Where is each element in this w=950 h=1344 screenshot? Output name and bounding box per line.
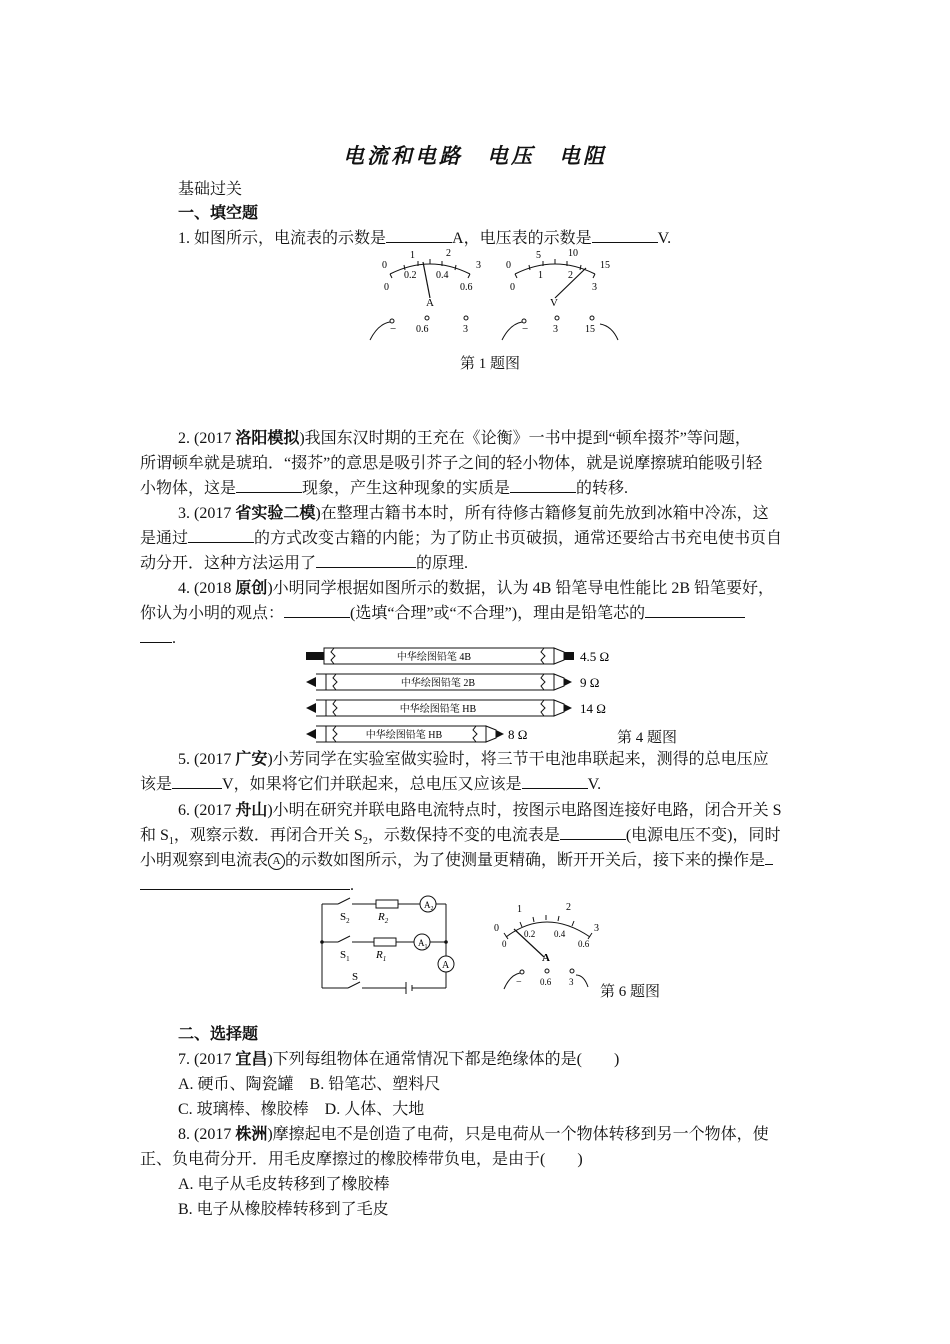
- am-top-0: 0: [382, 260, 387, 271]
- q8-line2: 正、负电荷分开．用毛皮摩擦过的橡胶棒带负电，是由于( ): [140, 1151, 583, 1168]
- pencil-hb-long-label: 中华绘图铅笔 HB: [399, 704, 477, 715]
- q6-sub-s1: 1: [168, 836, 174, 848]
- am-bot-3: 0.6: [460, 282, 473, 293]
- page-title: 电流和电路 电压 电阻: [343, 144, 607, 168]
- q2-blank-1[interactable]: [236, 476, 302, 493]
- pencil-4b: [306, 648, 609, 664]
- q6m-top-3: 3: [594, 923, 599, 934]
- am-bot-0: 0: [384, 282, 389, 293]
- q3-line1: [178, 501, 850, 527]
- q6-line2-c: ，示数保持不变的电流表是: [367, 827, 560, 844]
- q5-line1: [178, 747, 850, 773]
- circuit-s-label: S: [352, 971, 359, 983]
- q2-line1: [178, 426, 850, 452]
- q3-num: 3. (2017: [178, 505, 236, 522]
- q7-source: 宜昌: [235, 1051, 268, 1068]
- q7-line1-text: )下列每组物体在通常情况下都是绝缘体的是( ): [267, 1051, 620, 1068]
- q8-source: 株洲: [235, 1126, 268, 1143]
- vm-letter: V: [550, 297, 558, 309]
- q1-text-a: 1. 如图所示，电流表的示数是: [178, 230, 387, 247]
- am-bot-1: 0.2: [404, 270, 417, 281]
- q6-caption: 第 6 题图: [600, 984, 661, 1000]
- q6m-term-3: 3: [569, 977, 574, 987]
- q6m-bot-1: 0.2: [524, 929, 536, 939]
- q4-line1: [178, 576, 850, 602]
- q6-line4: [140, 873, 812, 899]
- q6m-bot-2: 0.4: [554, 929, 566, 939]
- q4-line2-b: (选填“合理”或“不合理”)，理由是铅笔芯的: [350, 605, 646, 622]
- q2-line3-b: 现象，产生这种现象的实质是: [302, 480, 511, 497]
- q1-text-c: V.: [657, 230, 672, 247]
- q5-line2-c: V.: [587, 776, 602, 793]
- q6m-top-2: 2: [566, 902, 571, 913]
- q6m-term-neg: −: [516, 977, 522, 988]
- q6m-bot-0: 0: [502, 939, 507, 949]
- am-term-3: 3: [463, 324, 468, 335]
- q5-blank-2[interactable]: [522, 772, 588, 789]
- am-term-06: 0.6: [416, 324, 429, 335]
- pencil-2b: [306, 674, 599, 690]
- q8-option-a[interactable]: A. 电子从毛皮转移到了橡胶棒: [178, 1176, 390, 1193]
- q3-line3: [140, 551, 812, 577]
- q1-blank-current[interactable]: [386, 226, 452, 243]
- q6m-top-1: 1: [517, 904, 522, 915]
- q3-line2: [140, 526, 812, 552]
- q6m-letter: A: [542, 952, 550, 964]
- q6m-top-0: 0: [494, 923, 499, 934]
- q4-blank-2-cont[interactable]: [140, 626, 172, 643]
- q3-line1-text: )在整理古籍书本时，所有待修古籍修复前先放到冰箱中冷冻，这: [315, 505, 769, 522]
- vm-top-3: 15: [600, 260, 610, 271]
- circuit-s1-label: $S_1$: [340, 949, 350, 963]
- q5-line1-text: )小芳同学在实验室做实验时，将三节干电池串联起来，测得的总电压应: [267, 751, 769, 768]
- q6-sub-s2: 2: [362, 836, 368, 848]
- q8-num: 8. (2017: [178, 1126, 236, 1143]
- q5-line2-b: V，如果将它们并联起来，总电压又应该是: [222, 776, 522, 793]
- q3-line2-a: 是通过: [140, 530, 189, 547]
- q7-options-ab[interactable]: A. 硬币、陶瓷罐 B. 铅笔芯、塑料尺: [178, 1076, 441, 1093]
- vm-bot-2: 2: [568, 270, 573, 281]
- part2-title: 二、选择题: [178, 1026, 259, 1043]
- circuit-a-label: A: [442, 960, 450, 971]
- circuit-r2-label: $R_2$: [378, 911, 389, 925]
- am-letter: A: [426, 297, 434, 309]
- q1-blank-voltage[interactable]: [592, 226, 658, 243]
- q4-line2-a: 你认为小明的观点：: [140, 605, 285, 622]
- q7-line1: [178, 1047, 850, 1073]
- q4-line3-end: .: [172, 630, 176, 647]
- q3-line2-b: 的方式改变古籍的内能；为了防止书页破损，通常还要给古书充电使书页自: [254, 530, 783, 547]
- am-needle: [423, 262, 430, 298]
- q2-line3-a: 小物体，这是: [140, 480, 237, 497]
- circuit-a1-label: $A_1$: [418, 938, 428, 950]
- q3-source: 省实验二模: [235, 505, 316, 522]
- q4-blank-2[interactable]: [645, 601, 745, 618]
- q8-line1: [178, 1122, 850, 1148]
- pencil-hb-long: [306, 700, 606, 716]
- q6-blank-1[interactable]: [560, 823, 626, 840]
- q5-blank-1[interactable]: [172, 772, 222, 789]
- q4-num: 4. (2018: [178, 580, 236, 597]
- q6-line1-text: )小明在研究并联电路电流特点时，按图示电路图连接好电路，闭合开关 S: [267, 802, 782, 819]
- am-term-neg: −: [390, 323, 397, 335]
- q2-line1-text: )我国东汉时期的王充在《论衡》一书中提到“顿牟掇芥”等问题，: [299, 430, 751, 447]
- vm-bot-3: 3: [592, 282, 597, 293]
- q2-source: 洛阳模拟: [235, 430, 300, 447]
- q1-caption: 第 1 题图: [460, 356, 521, 372]
- am-bot-2: 0.4: [436, 270, 449, 281]
- part1-title: 一、填空题: [178, 205, 259, 222]
- q7-num: 7. (2017: [178, 1051, 236, 1068]
- q6-line2-a: 和 S: [140, 827, 169, 844]
- q6-blank-2[interactable]: [140, 873, 350, 890]
- vm-top-0: 0: [506, 260, 511, 271]
- q6-source: 舟山: [235, 802, 268, 819]
- am-top-2: 2: [446, 248, 451, 259]
- q6m-bot-3: 0.6: [578, 939, 590, 949]
- vm-bot-1: 1: [538, 270, 543, 281]
- q6-line3-b: 的示数如图所示，为了使测量更精确，断开开关后，接下来的操作是: [285, 852, 766, 869]
- q5-line2: [140, 772, 812, 798]
- pencil-hb-short-value: 8 Ω: [508, 727, 528, 742]
- q4-caption: 第 4 题图: [617, 730, 678, 746]
- q5-line2-a: 该是: [140, 776, 173, 793]
- q6-circuit-diagram: [318, 892, 468, 994]
- vm-term-15: 15: [585, 324, 595, 335]
- q1-meters-figure: [360, 248, 640, 348]
- vm-term-neg: −: [522, 323, 529, 335]
- q2-blank-2[interactable]: [510, 476, 576, 493]
- q8-option-b[interactable]: B. 电子从橡胶棒转移到了毛皮: [178, 1201, 389, 1218]
- q7-options-cd[interactable]: C. 玻璃棒、橡胶棒 D. 人体、大地: [178, 1101, 425, 1118]
- q4-source: 原创: [235, 580, 268, 597]
- pencil-4b-value: 4.5 Ω: [580, 649, 610, 664]
- q1-text-b: A，电压表的示数是: [452, 230, 592, 247]
- circuit-r1-label: $R_1$: [376, 949, 387, 963]
- q1-ammeter: [370, 248, 481, 340]
- q2-line2: 所谓顿牟就是琥珀．“掇芥”的意思是吸引芥子之间的轻小物体，就是说摩擦琥珀能吸引轻: [140, 455, 763, 472]
- q5-num: 5. (2017: [178, 751, 236, 768]
- pencil-2b-label: 中华绘图铅笔 2B: [400, 678, 476, 689]
- q2-line3-c: 的转移.: [576, 480, 629, 497]
- q6m-term-06: 0.6: [540, 977, 552, 987]
- ammeter-a-symbol-icon: A: [268, 853, 285, 870]
- q6-line2-b: ，观察示数．再闭合开关 S: [173, 827, 363, 844]
- circuit-s2-label: $S_2$: [340, 911, 350, 925]
- circuit-a2-label: $A_2$: [424, 900, 434, 912]
- q3-blank-1[interactable]: [188, 526, 254, 543]
- q6-line4-end: .: [350, 877, 354, 894]
- q2-num: 2. (2017: [178, 430, 236, 447]
- q5-source: 广安: [235, 751, 268, 768]
- am-top-3: 3: [476, 260, 481, 271]
- pencil-4b-label: 中华绘图铅笔 4B: [396, 652, 472, 663]
- vm-bot-0: 0: [510, 282, 515, 293]
- q6-line3: [140, 848, 812, 874]
- vm-top-1: 5: [536, 250, 541, 261]
- q4-line1-text: )小明同学根据如图所示的数据，认为 4B 铅笔导电性能比 2B 铅笔要好，: [267, 580, 775, 597]
- q6-line3-a: 小明观察到电流表: [140, 852, 269, 869]
- q1-voltmeter: [502, 248, 618, 340]
- pencil-2b-value: 9 Ω: [580, 675, 600, 690]
- q6-line1: [178, 798, 850, 824]
- q3-line3-a: 动分开．这种方法运用了: [140, 555, 317, 572]
- section-header: 基础过关: [178, 181, 243, 198]
- q2-line3: [140, 476, 812, 502]
- q4-blank-1[interactable]: [284, 601, 350, 618]
- pencil-hb-short: [306, 726, 527, 742]
- pencil-hb-long-value: 14 Ω: [580, 701, 606, 716]
- q3-blank-2[interactable]: [316, 551, 416, 568]
- q8-line1-text: )摩擦起电不是创造了电荷，只是电荷从一个物体转移到另一个物体，使: [267, 1126, 769, 1143]
- vm-term-3: 3: [553, 324, 558, 335]
- q4-line2: [140, 601, 812, 627]
- q6-num: 6. (2017: [178, 802, 236, 819]
- q6-blank-2-start[interactable]: [765, 848, 773, 865]
- q3-line3-b: 的原理.: [416, 555, 469, 572]
- pencil-hb-short-label: 中华绘图铅笔 HB: [365, 730, 443, 741]
- vm-top-2: 10: [568, 248, 578, 259]
- am-top-1: 1: [410, 250, 415, 261]
- q6-line2-d: (电源电压不变)，同时: [625, 827, 781, 844]
